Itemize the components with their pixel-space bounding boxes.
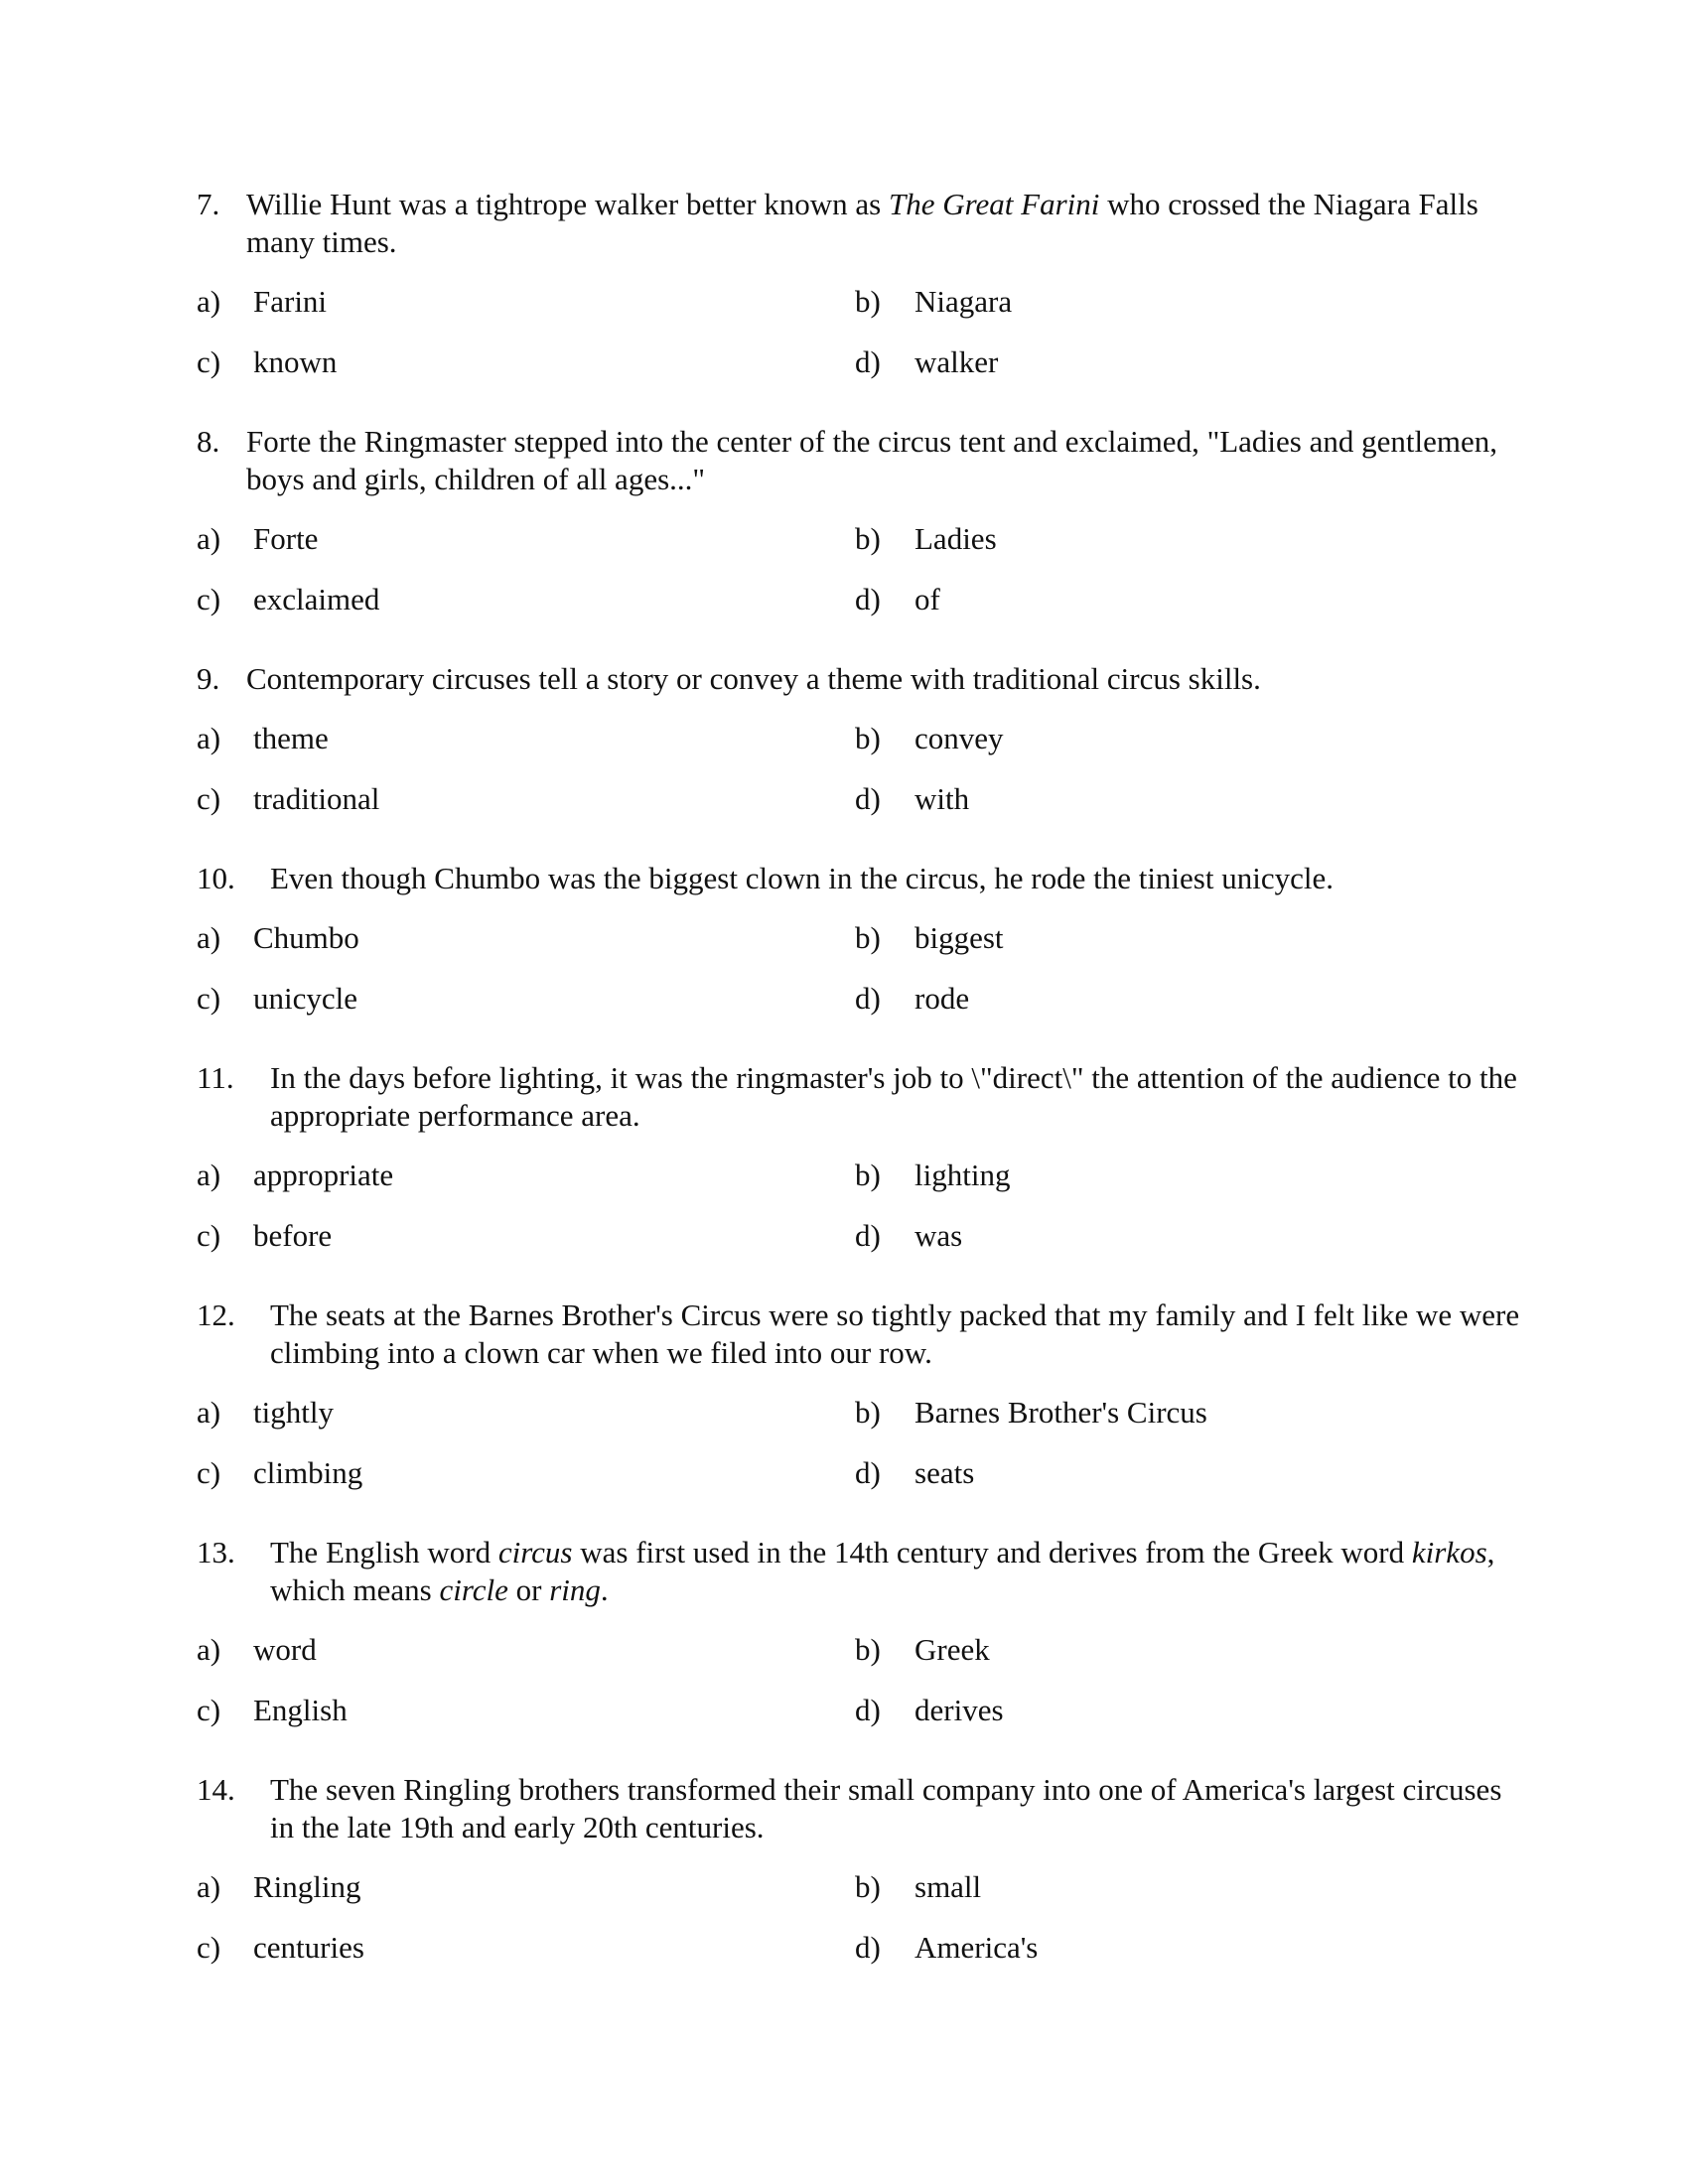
option-letter: c) xyxy=(197,1693,221,1727)
option-text: Ringling xyxy=(253,1869,361,1904)
option-text: biggest xyxy=(914,920,1004,955)
option-text: rode xyxy=(914,981,970,1016)
option-a[interactable] xyxy=(197,1631,317,1669)
option-text: climbing xyxy=(253,1455,363,1490)
option-letter: b) xyxy=(855,1869,881,1904)
question-stem xyxy=(197,660,1527,698)
option-letter: c) xyxy=(197,1218,221,1253)
option-letter: b) xyxy=(855,1395,881,1430)
stem-text: was first used in the 14th century and derives from the Greek word xyxy=(572,1535,1412,1570)
option-text: Barnes Brother's Circus xyxy=(914,1395,1207,1430)
option-b[interactable] xyxy=(855,1394,1207,1432)
option-text: Ladies xyxy=(914,521,997,556)
option-letter: b) xyxy=(855,1632,881,1667)
option-letter: d) xyxy=(855,981,881,1016)
option-text: Greek xyxy=(914,1632,990,1667)
option-d[interactable] xyxy=(855,1454,974,1492)
stem-text: , which means xyxy=(270,1535,1495,1607)
option-c[interactable] xyxy=(197,1217,332,1255)
question-number: 14. xyxy=(197,1772,235,1807)
answer-options xyxy=(197,1394,1527,1515)
option-text: Niagara xyxy=(914,284,1013,319)
option-c[interactable] xyxy=(197,343,337,381)
option-text: lighting xyxy=(914,1158,1011,1192)
option-letter: a) xyxy=(197,1158,221,1192)
option-text: before xyxy=(253,1218,333,1253)
option-text: traditional xyxy=(253,781,380,816)
answer-options xyxy=(197,720,1527,841)
question-12 xyxy=(197,1297,1527,1515)
question-stem xyxy=(197,1534,1527,1609)
option-d[interactable] xyxy=(855,581,940,618)
option-text: appropriate xyxy=(253,1158,394,1192)
question-13 xyxy=(197,1534,1527,1752)
option-a[interactable] xyxy=(197,520,318,558)
option-letter: c) xyxy=(197,582,221,616)
stem-italic-text: ring xyxy=(549,1572,601,1607)
option-c[interactable] xyxy=(197,780,379,818)
answer-options xyxy=(197,1868,1527,1989)
option-d[interactable] xyxy=(855,1217,962,1255)
option-letter: a) xyxy=(197,920,221,955)
stem-italic-text: The Great Farini xyxy=(889,187,1100,221)
option-letter: a) xyxy=(197,1395,221,1430)
option-letter: c) xyxy=(197,1930,221,1965)
stem-text: Even though Chumbo was the biggest clown in the circus, he rode the tiniest unicycle. xyxy=(270,861,1334,895)
option-letter: a) xyxy=(197,521,221,556)
option-letter: b) xyxy=(855,521,881,556)
option-b[interactable] xyxy=(855,1868,981,1906)
option-a[interactable] xyxy=(197,1157,393,1194)
question-number: 13. xyxy=(197,1535,235,1570)
option-b[interactable] xyxy=(855,919,1004,957)
answer-options xyxy=(197,1157,1527,1278)
option-letter: d) xyxy=(855,582,881,616)
option-letter: c) xyxy=(197,1455,221,1490)
option-b[interactable] xyxy=(855,283,1012,321)
option-text: America's xyxy=(914,1930,1039,1965)
question-stem xyxy=(197,1771,1527,1846)
option-c[interactable] xyxy=(197,980,357,1018)
stem-text: who crossed the Niagara Falls many times. xyxy=(246,187,1478,259)
question-8 xyxy=(197,423,1527,641)
option-c[interactable] xyxy=(197,1454,362,1492)
option-text: of xyxy=(914,582,940,616)
question-stem xyxy=(197,1059,1527,1135)
option-c[interactable] xyxy=(197,581,379,618)
option-letter: d) xyxy=(855,1455,881,1490)
option-text: Forte xyxy=(253,521,319,556)
question-14 xyxy=(197,1771,1527,1989)
option-text: derives xyxy=(914,1693,1004,1727)
option-letter: d) xyxy=(855,344,881,379)
option-text: tightly xyxy=(253,1395,334,1430)
option-text: Farini xyxy=(253,284,328,319)
stem-text: Willie Hunt was a tightrope walker better known as xyxy=(246,187,889,221)
option-letter: a) xyxy=(197,1869,221,1904)
option-text: known xyxy=(253,344,338,379)
option-letter: a) xyxy=(197,284,221,319)
option-letter: a) xyxy=(197,1632,221,1667)
option-a[interactable] xyxy=(197,1868,361,1906)
option-letter: d) xyxy=(855,781,881,816)
option-b[interactable] xyxy=(855,520,997,558)
option-d[interactable] xyxy=(855,343,998,381)
option-text: small xyxy=(914,1869,982,1904)
option-text: Chumbo xyxy=(253,920,359,955)
option-letter: c) xyxy=(197,781,221,816)
option-b[interactable] xyxy=(855,1157,1010,1194)
stem-italic-text: circus xyxy=(497,1535,573,1570)
option-d[interactable] xyxy=(855,980,969,1018)
option-letter: a) xyxy=(197,721,221,755)
option-text: seats xyxy=(914,1455,975,1490)
option-text: with xyxy=(914,781,970,816)
option-text: convey xyxy=(914,721,1004,755)
question-7 xyxy=(197,186,1527,404)
stem-italic-text: circle xyxy=(439,1572,508,1607)
answer-options xyxy=(197,919,1527,1040)
option-letter: b) xyxy=(855,1158,881,1192)
question-stem xyxy=(197,860,1527,897)
stem-text: or xyxy=(507,1572,550,1607)
option-a[interactable] xyxy=(197,720,329,757)
option-letter: c) xyxy=(197,344,221,379)
answer-options xyxy=(197,520,1527,641)
stem-text: . xyxy=(600,1572,609,1607)
option-text: exclaimed xyxy=(253,582,380,616)
option-letter: b) xyxy=(855,284,881,319)
option-c[interactable] xyxy=(197,1692,348,1729)
question-number: 7. xyxy=(197,187,220,221)
question-9 xyxy=(197,660,1527,841)
option-letter: c) xyxy=(197,981,221,1016)
option-a[interactable] xyxy=(197,919,359,957)
option-d[interactable] xyxy=(855,1929,1038,1967)
answer-options xyxy=(197,283,1527,404)
stem-text: The seven Ringling brothers transformed their small company into one of America's largest circuses in the late 19th and early 20th centuries. xyxy=(270,1772,1502,1844)
question-stem xyxy=(197,1297,1527,1372)
option-d[interactable] xyxy=(855,1692,1004,1729)
option-a[interactable] xyxy=(197,283,327,321)
stem-italic-text: kirkos xyxy=(1411,1535,1487,1570)
option-text: unicycle xyxy=(253,981,358,1016)
option-text: English xyxy=(253,1693,348,1727)
stem-text: The seats at the Barnes Brother's Circus were so tightly packed that my family and I felt like we were climbing into a clown car when we filed into our row. xyxy=(270,1297,1520,1370)
option-letter: b) xyxy=(855,920,881,955)
option-letter: d) xyxy=(855,1930,881,1965)
stem-text: Forte the Ringmaster stepped into the center of the circus tent and exclaimed, "Ladies and gentlemen, boys and girls, children of all ages..." xyxy=(246,424,1497,496)
question-number: 12. xyxy=(197,1297,235,1332)
stem-text: The English word xyxy=(270,1535,498,1570)
option-letter: b) xyxy=(855,721,881,755)
question-number: 9. xyxy=(197,661,220,696)
option-text: walker xyxy=(914,344,999,379)
option-text: was xyxy=(914,1218,963,1253)
option-letter: d) xyxy=(855,1218,881,1253)
option-d[interactable] xyxy=(855,780,969,818)
question-stem xyxy=(197,423,1527,498)
option-text: word xyxy=(253,1632,317,1667)
question-number: 10. xyxy=(197,861,235,895)
question-number: 11. xyxy=(197,1060,234,1095)
option-c[interactable] xyxy=(197,1929,364,1967)
option-letter: d) xyxy=(855,1693,881,1727)
option-text: theme xyxy=(253,721,329,755)
question-stem xyxy=(197,186,1527,261)
option-b[interactable] xyxy=(855,1631,990,1669)
option-a[interactable] xyxy=(197,1394,334,1432)
option-text: centuries xyxy=(253,1930,364,1965)
stem-text: Contemporary circuses tell a story or convey a theme with traditional circus skills. xyxy=(246,661,1261,696)
question-10 xyxy=(197,860,1527,1040)
stem-text: In the days before lighting, it was the ringmaster's job to \"direct\" the attention of the audience to the appropriate performance area. xyxy=(270,1060,1517,1133)
answer-options xyxy=(197,1631,1527,1752)
question-number: 8. xyxy=(197,424,220,459)
option-b[interactable] xyxy=(855,720,1004,757)
question-11 xyxy=(197,1059,1527,1278)
